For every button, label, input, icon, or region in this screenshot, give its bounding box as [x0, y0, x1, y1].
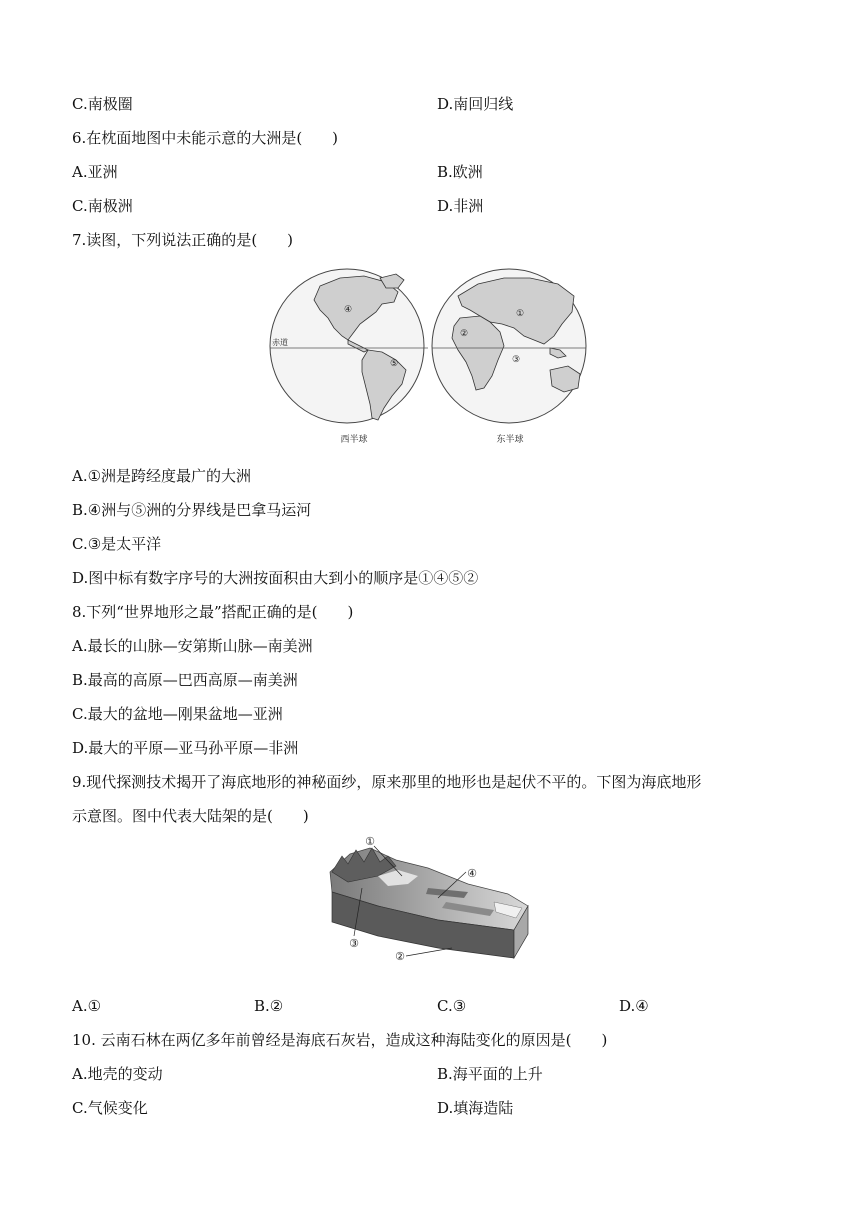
- q7-option-b: B.④洲与⑤洲的分界线是巴拿马运河: [72, 501, 312, 519]
- q5-option-c: C.南极圈: [72, 95, 133, 113]
- marker-2: ②: [459, 329, 469, 339]
- marker-1: ①: [515, 309, 525, 319]
- q10-stem: 10. 云南石林在两亿多年前曾经是海底石灰岩，造成这种海陆变化的原因是( ): [72, 1031, 608, 1049]
- q6-option-d: D.非洲: [437, 197, 484, 215]
- q9-option-b: B.②: [254, 997, 284, 1015]
- west-hemisphere-label: 西半球: [340, 435, 368, 445]
- seafloor-marker-3: ③: [349, 937, 359, 950]
- q9-stem-line1: 9.现代探测技术揭开了海底地形的神秘面纱，原来那里的地形也是起伏不平的。下图为海底地形: [72, 773, 702, 791]
- q7-option-d: D.图中标有数字序号的大洲按面积由大到小的顺序是①④⑤②: [72, 569, 479, 587]
- seafloor-marker-2: ②: [395, 950, 405, 963]
- q6-option-a: A.亚洲: [72, 163, 118, 181]
- q8-stem: 8.下列“世界地形之最”搭配正确的是( ): [72, 603, 354, 621]
- q7-option-a: A.①洲是跨经度最广的大洲: [72, 467, 252, 485]
- hemispheres-map: [268, 266, 588, 450]
- q9-option-c: C.③: [437, 997, 467, 1015]
- q9-option-d: D.④: [619, 997, 649, 1015]
- q6-option-b: B.欧洲: [437, 163, 483, 181]
- q8-option-d: D.最大的平原—亚马孙平原—非洲: [72, 739, 299, 757]
- q10-option-b: B.海平面的上升: [437, 1065, 543, 1083]
- q8-option-b: B.最高的高原—巴西高原—南美洲: [72, 671, 298, 689]
- q6-option-c: C.南极洲: [72, 197, 133, 215]
- marker-4: ④: [343, 305, 353, 315]
- seafloor-marker-4: ④: [467, 867, 477, 880]
- q9-option-a: A.①: [72, 997, 102, 1015]
- q8-option-a: A.最长的山脉—安第斯山脉—南美洲: [72, 637, 313, 655]
- seafloor-block-diagram: [318, 832, 538, 968]
- q7-stem: 7.读图，下列说法正确的是( ): [72, 231, 294, 249]
- q10-option-d: D.填海造陆: [437, 1099, 514, 1117]
- marker-5: ⑤: [389, 359, 399, 369]
- q10-option-a: A.地壳的变动: [72, 1065, 163, 1083]
- equator-label: 赤道: [272, 338, 288, 347]
- marker-3: ③: [511, 355, 521, 365]
- q5-option-d: D.南回归线: [437, 95, 514, 113]
- q6-stem: 6.在枕面地图中未能示意的大洲是( ): [72, 129, 339, 147]
- q10-option-c: C.气候变化: [72, 1099, 148, 1117]
- q7-option-c: C.③是太平洋: [72, 535, 162, 553]
- western-hemisphere: [270, 269, 428, 445]
- q8-option-c: C.最大的盆地—刚果盆地—亚洲: [72, 705, 283, 723]
- seafloor-marker-1: ①: [365, 835, 375, 848]
- eastern-hemisphere: [432, 269, 586, 445]
- q9-stem-line2: 示意图。图中代表大陆架的是( ): [72, 807, 309, 825]
- east-hemisphere-label: 东半球: [496, 435, 524, 445]
